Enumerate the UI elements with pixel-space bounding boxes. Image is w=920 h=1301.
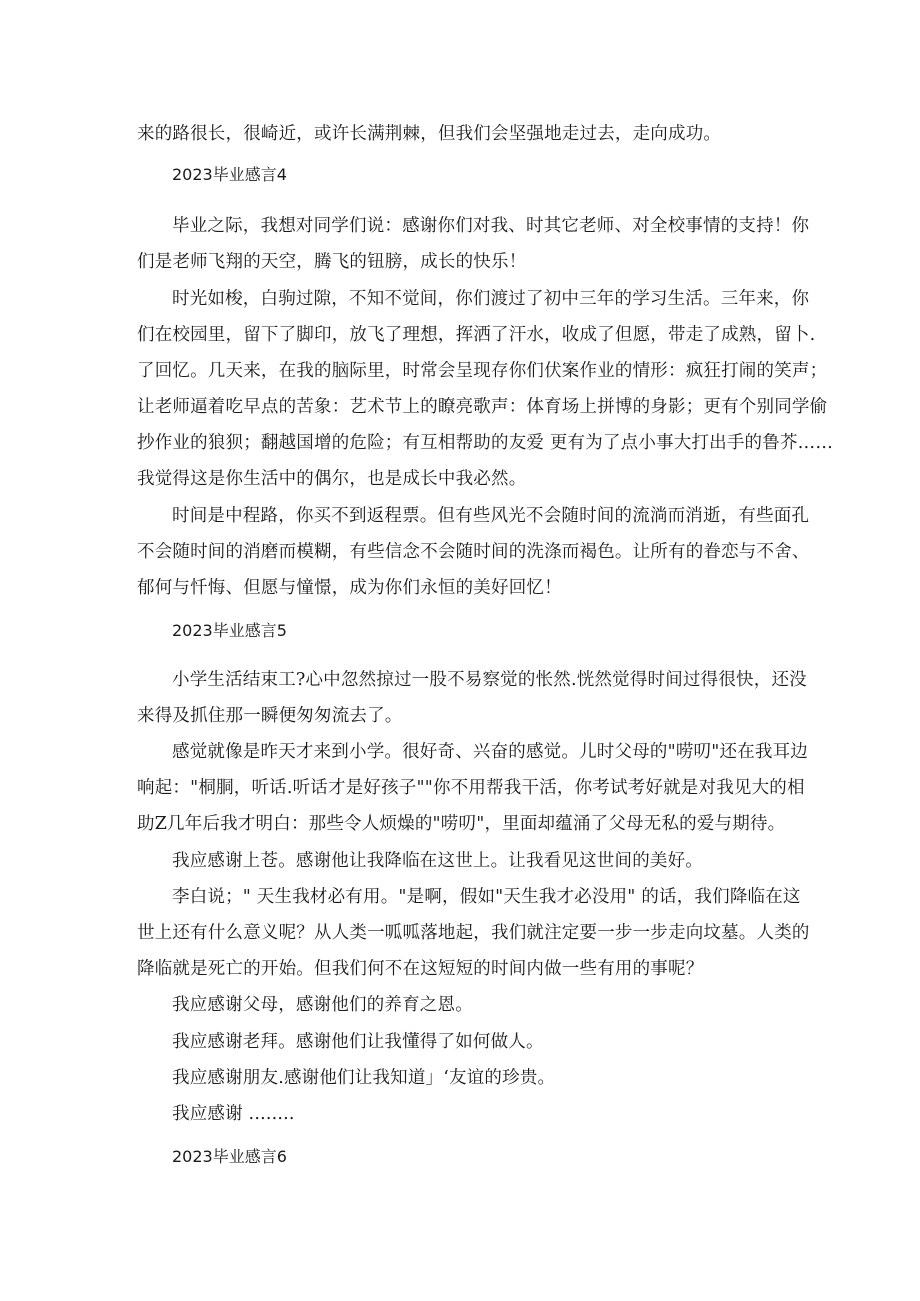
paragraph-line: 我觉得这是你生活中的偶尔，也是成长中我必然。 bbox=[137, 469, 527, 489]
paragraph-line: 抄作业的狼狈；翻越国增的危险；有互相帮助的友爱 更有为了点小事大打出手的鲁芥…… bbox=[137, 433, 834, 453]
paragraph-line: 助Z几年后我才明白：那些令人烦燥的"唠叨"，里面却蕴涌了父母无私的爱与期待。 bbox=[137, 814, 786, 834]
paragraph-line: 降临就是死亡的开始。但我们何不在这短短的时间内做一些有用的事呢？ bbox=[137, 959, 704, 979]
paragraph-line: 了回忆。几天来，在我的脑际里，时常会呈现存你们伏案作业的情形：疯狂打闹的笑声； bbox=[137, 361, 828, 381]
paragraph-line: 时光如梭，白驹过隙，不知不觉间，你们渡过了初中三年的学习生活。三年来，你 bbox=[172, 289, 810, 309]
paragraph-line: 小学生活结束工?心中忽然掠过一股不易察觉的怅然.恍然觉得时间过得很快，还没 bbox=[172, 670, 807, 690]
paragraph-line: 世上还有什么意义呢？从人类一呱呱落地起，我们就注定要一步一步走向坟墓。人类的 bbox=[137, 923, 810, 943]
paragraph-line: 我应感谢父母，感谢他们的养育之恩。 bbox=[172, 995, 473, 1015]
paragraph-line: 们是老师飞翔的天空，腾飞的钮膀，成长的快乐！ bbox=[137, 252, 527, 272]
paragraph-line: 感觉就像是昨天才来到小学。很好奇、兴奋的感觉。儿时父母的"唠叨"还在我耳边 bbox=[172, 742, 808, 762]
paragraph-line: 李白说；" 天生我材必有用。"是啊，假如"天生我才必没用" 的话，我们降临在这 bbox=[172, 887, 801, 907]
paragraph-line: 我应感谢 ........ bbox=[172, 1104, 295, 1124]
section-heading-5: 2023毕业感言5 bbox=[172, 621, 287, 640]
paragraph-line: 我应感谢上苍。感谢他让我降临在这世上。让我看见这世间的美好。 bbox=[172, 851, 703, 871]
paragraph-line: 不会随时间的消磨而模糊，有些信念不会随时间的洗涤而褐色。让所有的眷恋与不舍、 bbox=[137, 542, 810, 562]
paragraph-line: 郁何与忏悔、但愿与憧憬，成为你们永恒的美好回忆！ bbox=[137, 578, 562, 598]
paragraph-line: 响起："桐胴，听话.听话才是好孩子""你不用帮我干活，你考试考好就是对我见大的相 bbox=[137, 778, 805, 798]
paragraph-line: 时间是中程路，你买不到返程票。但有些风光不会随时间的流淌而消逝，有些面孔 bbox=[172, 506, 810, 526]
paragraph-line: 来得及抓住那一瞬便匆匆流去了。 bbox=[137, 706, 403, 726]
paragraph-line: 来的路很长，很崎近，或许长满荆棘，但我们会坚强地走过去，走向成功。 bbox=[137, 124, 722, 144]
paragraph-line: 我应感谢朋友.感谢他们让我知道」‘友谊的珍贵。 bbox=[172, 1068, 556, 1088]
paragraph-line: 我应感谢老拜。感谢他们让我懂得了如何做人。 bbox=[172, 1032, 544, 1052]
section-heading-4: 2023毕业感言4 bbox=[172, 165, 287, 184]
paragraph-line: 们在校园里，留下了脚印，放飞了理想，挥洒了汗水，收成了但愿，带走了成熟，留卜. bbox=[137, 325, 816, 345]
paragraph-line: 让老师逼着吃早点的苦象：艺术节上的瞭亮歌声：体育场上拼博的身影；更有个别同学偷 bbox=[137, 397, 828, 417]
section-heading-6: 2023毕业感言6 bbox=[172, 1147, 287, 1166]
paragraph-line: 毕业之际，我想对同学们说：感谢你们对我、时其它老师、对全校事情的支持！你 bbox=[172, 216, 810, 236]
